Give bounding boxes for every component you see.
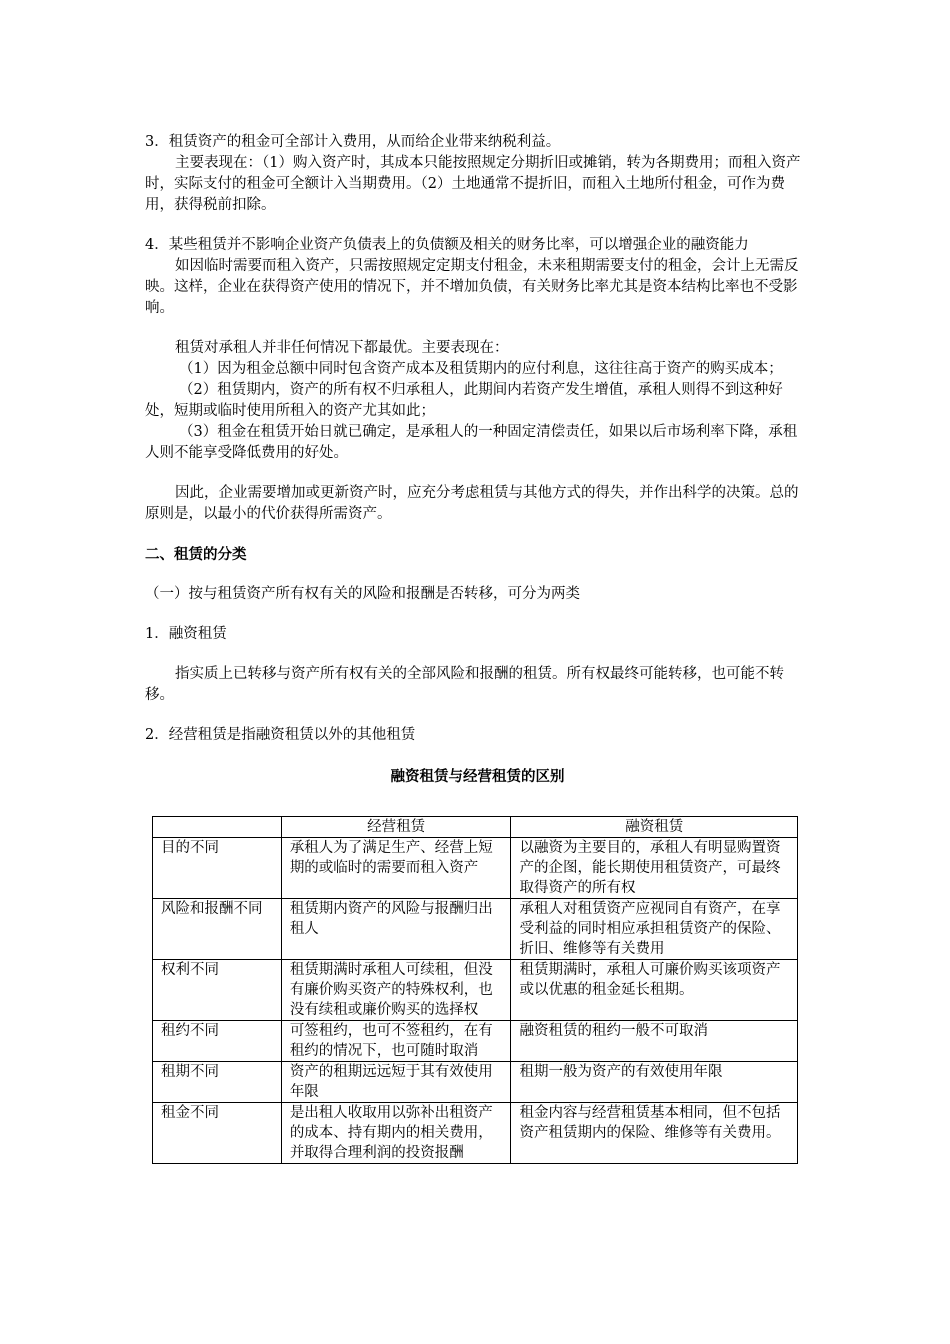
- disadvantages-intro: 租赁对承租人并非任何情况下都最优。主要表现在：: [175, 340, 509, 356]
- disadvantage-item: （3）租金在租赁开始日就已确定，是承租人的一种固定清偿责任，如果以后市场利率下降，承租人则不能享受降低费用的好处。: [145, 424, 798, 461]
- table-row: [153, 838, 798, 899]
- classification-sub: （一）按与租赁资产所有权有关的风险和报酬是否转移，可分为两类: [145, 586, 580, 602]
- header-cell: 经营租赁: [281, 817, 511, 838]
- table-cell: 租期一般为资产的有效使用年限: [511, 1062, 798, 1103]
- row-label: 租期不同: [153, 1062, 282, 1103]
- classification-heading: 二、租赁的分类: [145, 546, 247, 563]
- table-row: [153, 1062, 798, 1103]
- disadvantage-item: （1）因为租金总额中同时包含资产成本及租赁期内的应付利息，这往往高于资产的购买成本；: [179, 361, 783, 377]
- row-label: 租金不同: [153, 1103, 282, 1164]
- table-cell: 租赁期满时承租人可续租，但没有廉价购买资产的特殊权利，也没有续租或廉价购买的选择权: [281, 960, 511, 1021]
- table-cell: 承租人对租赁资产应视同自有资产，在享受利益的同时相应承担租赁资产的保险、折旧、维修等有关费用: [511, 899, 798, 960]
- disadvantages-conclusion: 因此，企业需要增加或更新资产时，应充分考虑租赁与其他方式的得失，并作出科学的决策。总的原则是，以最小的代价获得所需资产。: [145, 485, 799, 522]
- table-cell: 以融资为主要目的，承租人有明显购置资产的企图，能长期使用租赁资产，可最终取得资产的所有权: [511, 838, 798, 899]
- table-cell: 可签租约，也可不签租约，在有租约的情况下，也可随时取消: [281, 1021, 511, 1062]
- section4-heading: 4．某些租赁并不影响企业资产负债表上的负债额及相关的财务比率，可以增强企业的融资能力: [145, 237, 749, 253]
- operating-lease-heading: 2．经营租赁是指融资租赁以外的其他租赁: [145, 727, 416, 743]
- table-cell: 是出租人收取用以弥补出租资产的成本、持有期内的相关费用，并取得合理利润的投资报酬: [281, 1103, 511, 1164]
- document-body: [145, 132, 810, 787]
- section3-body: 主要表现在：（1）购入资产时，其成本只能按照规定分期折旧或摊销，转为各期费用；而租入资产时，实际支付的租金可全额计入当期费用。（2）土地通常不提折旧，而租入土地所付租金，可作为费用，获得税前扣除。: [145, 155, 801, 213]
- row-label: 目的不同: [153, 838, 282, 899]
- table-cell: 租金内容与经营租赁基本相同，但不包括资产租赁期内的保险、维修等有关费用。: [511, 1103, 798, 1164]
- table-cell: 资产的租期远远短于其有效使用年限: [281, 1062, 511, 1103]
- row-label: 权利不同: [153, 960, 282, 1021]
- section3-heading: 3．租赁资产的租金可全部计入费用，从而给企业带来纳税利益。: [145, 134, 561, 150]
- table-title: 融资租赁与经营租赁的区别: [390, 768, 565, 785]
- finance-lease-heading: 1．融资租赁: [145, 626, 227, 642]
- table-cell: 租赁期内资产的风险与报酬归出租人: [281, 899, 511, 960]
- table-cell: 承租人为了满足生产、经营上短期的或临时的需要而租入资产: [281, 838, 511, 899]
- header-cell: [153, 817, 282, 838]
- table-row: [153, 1021, 798, 1062]
- row-label: 风险和报酬不同: [153, 899, 282, 960]
- disadvantage-item: （2）租赁期内，资产的所有权不归承租人，此期间内若资产发生增值，承租人则得不到这种好处，短期或临时使用所租入的资产尤其如此；: [145, 382, 783, 419]
- section4-body: 如因临时需要而租入资产，只需按照规定定期支付租金，未来租期需要支付的租金，会计上无需反映。这样，企业在获得资产使用的情况下，并不增加负债，有关财务比率尤其是资本结构比率也不受影响。: [145, 258, 799, 316]
- row-label: 租约不同: [153, 1021, 282, 1062]
- table-cell: 融资租赁的租约一般不可取消: [511, 1021, 798, 1062]
- table-header-row: [153, 817, 798, 838]
- table-row: [153, 899, 798, 960]
- table-row: [153, 1103, 798, 1164]
- header-cell: 融资租赁: [511, 817, 798, 838]
- finance-lease-body: 指实质上已转移与资产所有权有关的全部风险和报酬的租赁。所有权最终可能转移，也可能不转移。: [145, 666, 784, 703]
- table-cell: 租赁期满时，承租人可廉价购买该项资产或以优惠的租金延长租期。: [511, 960, 798, 1021]
- comparison-table: [152, 816, 798, 1164]
- table-row: [153, 960, 798, 1021]
